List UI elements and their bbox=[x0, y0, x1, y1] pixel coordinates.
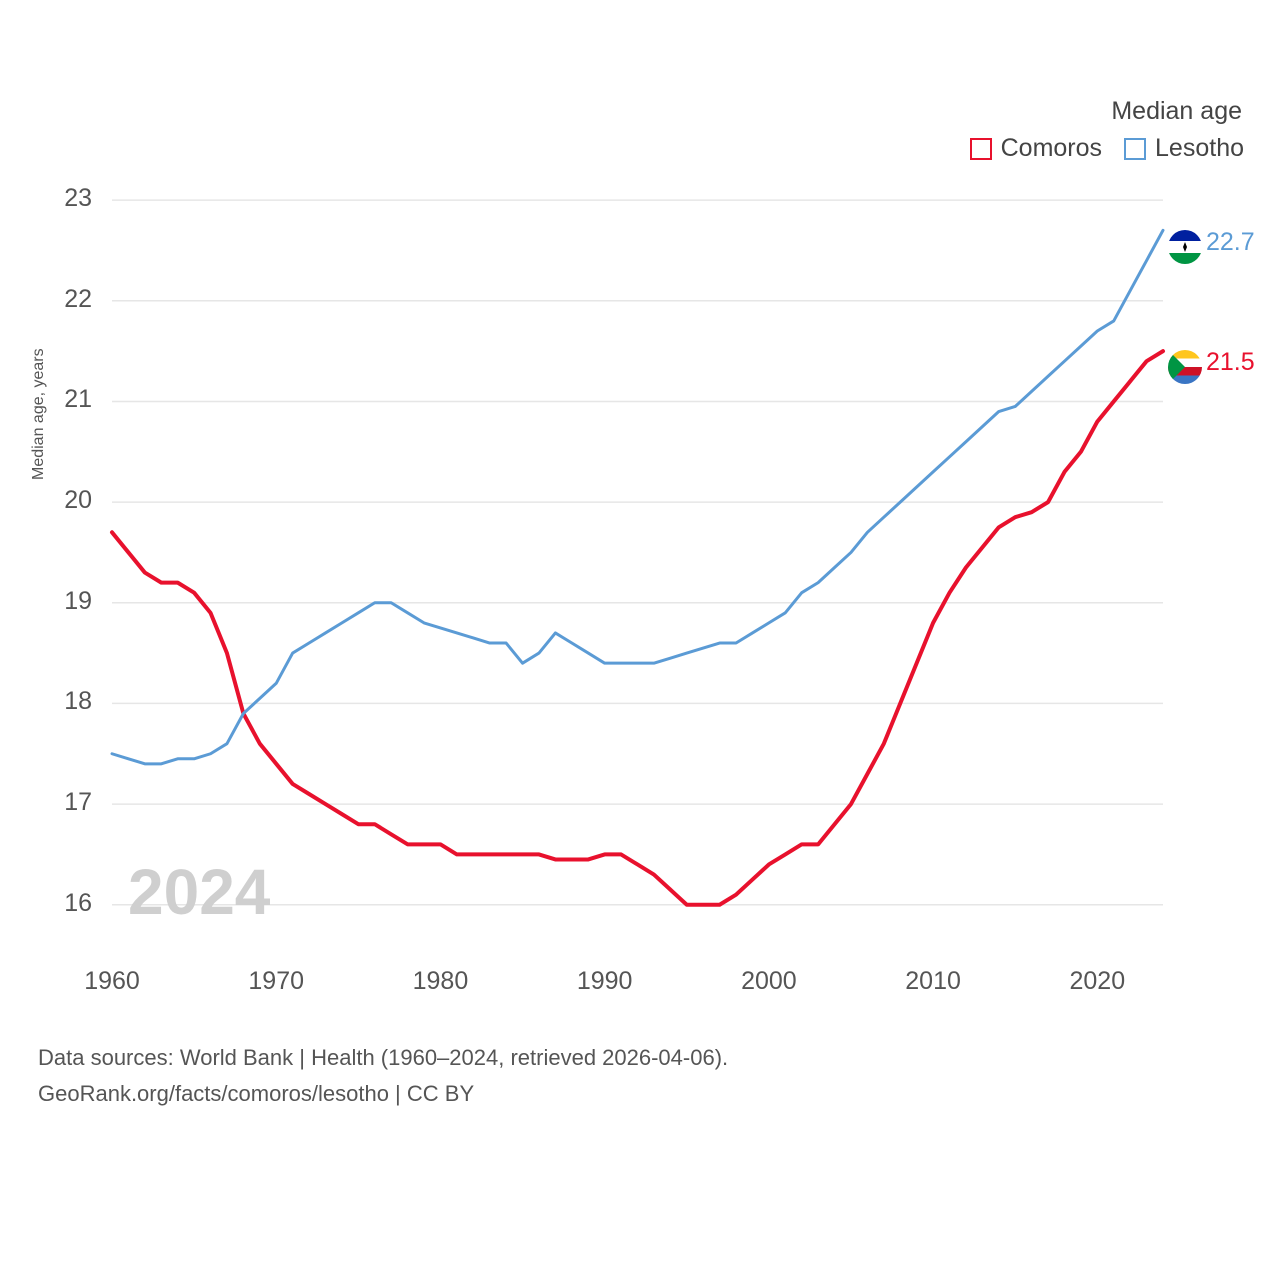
gridlines bbox=[112, 200, 1163, 905]
legend-title: Median age bbox=[1111, 97, 1242, 125]
x-tick-label: 1990 bbox=[576, 967, 633, 995]
y-tick-label: 21 bbox=[64, 385, 92, 414]
series-line-comoros bbox=[112, 351, 1163, 905]
flag-comoros bbox=[1168, 350, 1202, 384]
series-line-lesotho bbox=[112, 230, 1163, 763]
y-tick-label: 19 bbox=[64, 586, 92, 615]
chart-footer bbox=[38, 1040, 728, 1113]
y-tick-label: 16 bbox=[64, 888, 92, 917]
y-tick-label: 22 bbox=[64, 284, 92, 313]
footer-line-1: Data sources: World Bank | Health (1960–2024, retrieved 2026-04-06). bbox=[38, 1045, 729, 1070]
y-tick-label: 18 bbox=[64, 687, 92, 716]
x-tick-label: 2000 bbox=[741, 967, 797, 995]
legend-label-lesotho: Lesotho bbox=[1155, 134, 1244, 162]
y-axis-title: Median age, years bbox=[30, 348, 47, 480]
legend-label-comoros: Comoros bbox=[1000, 134, 1103, 162]
x-tick-label: 1980 bbox=[412, 967, 469, 995]
flag-lesotho bbox=[1168, 230, 1202, 264]
footer-line-2: GeoRank.org/facts/comoros/lesotho | CC BY bbox=[38, 1081, 475, 1107]
y-tick-label: 17 bbox=[64, 788, 92, 817]
x-tick-label: 1960 bbox=[84, 967, 140, 995]
end-label-comoros: 21.5 bbox=[1206, 348, 1255, 376]
end-label-lesotho: 22.7 bbox=[1206, 228, 1255, 256]
x-tick-label: 2020 bbox=[1069, 967, 1126, 995]
y-tick-label: 20 bbox=[64, 486, 92, 515]
x-tick-label: 1970 bbox=[248, 967, 305, 995]
x-tick-label: 2010 bbox=[905, 967, 961, 995]
watermark-year: 2024 bbox=[128, 856, 271, 928]
y-tick-label: 23 bbox=[64, 184, 92, 213]
